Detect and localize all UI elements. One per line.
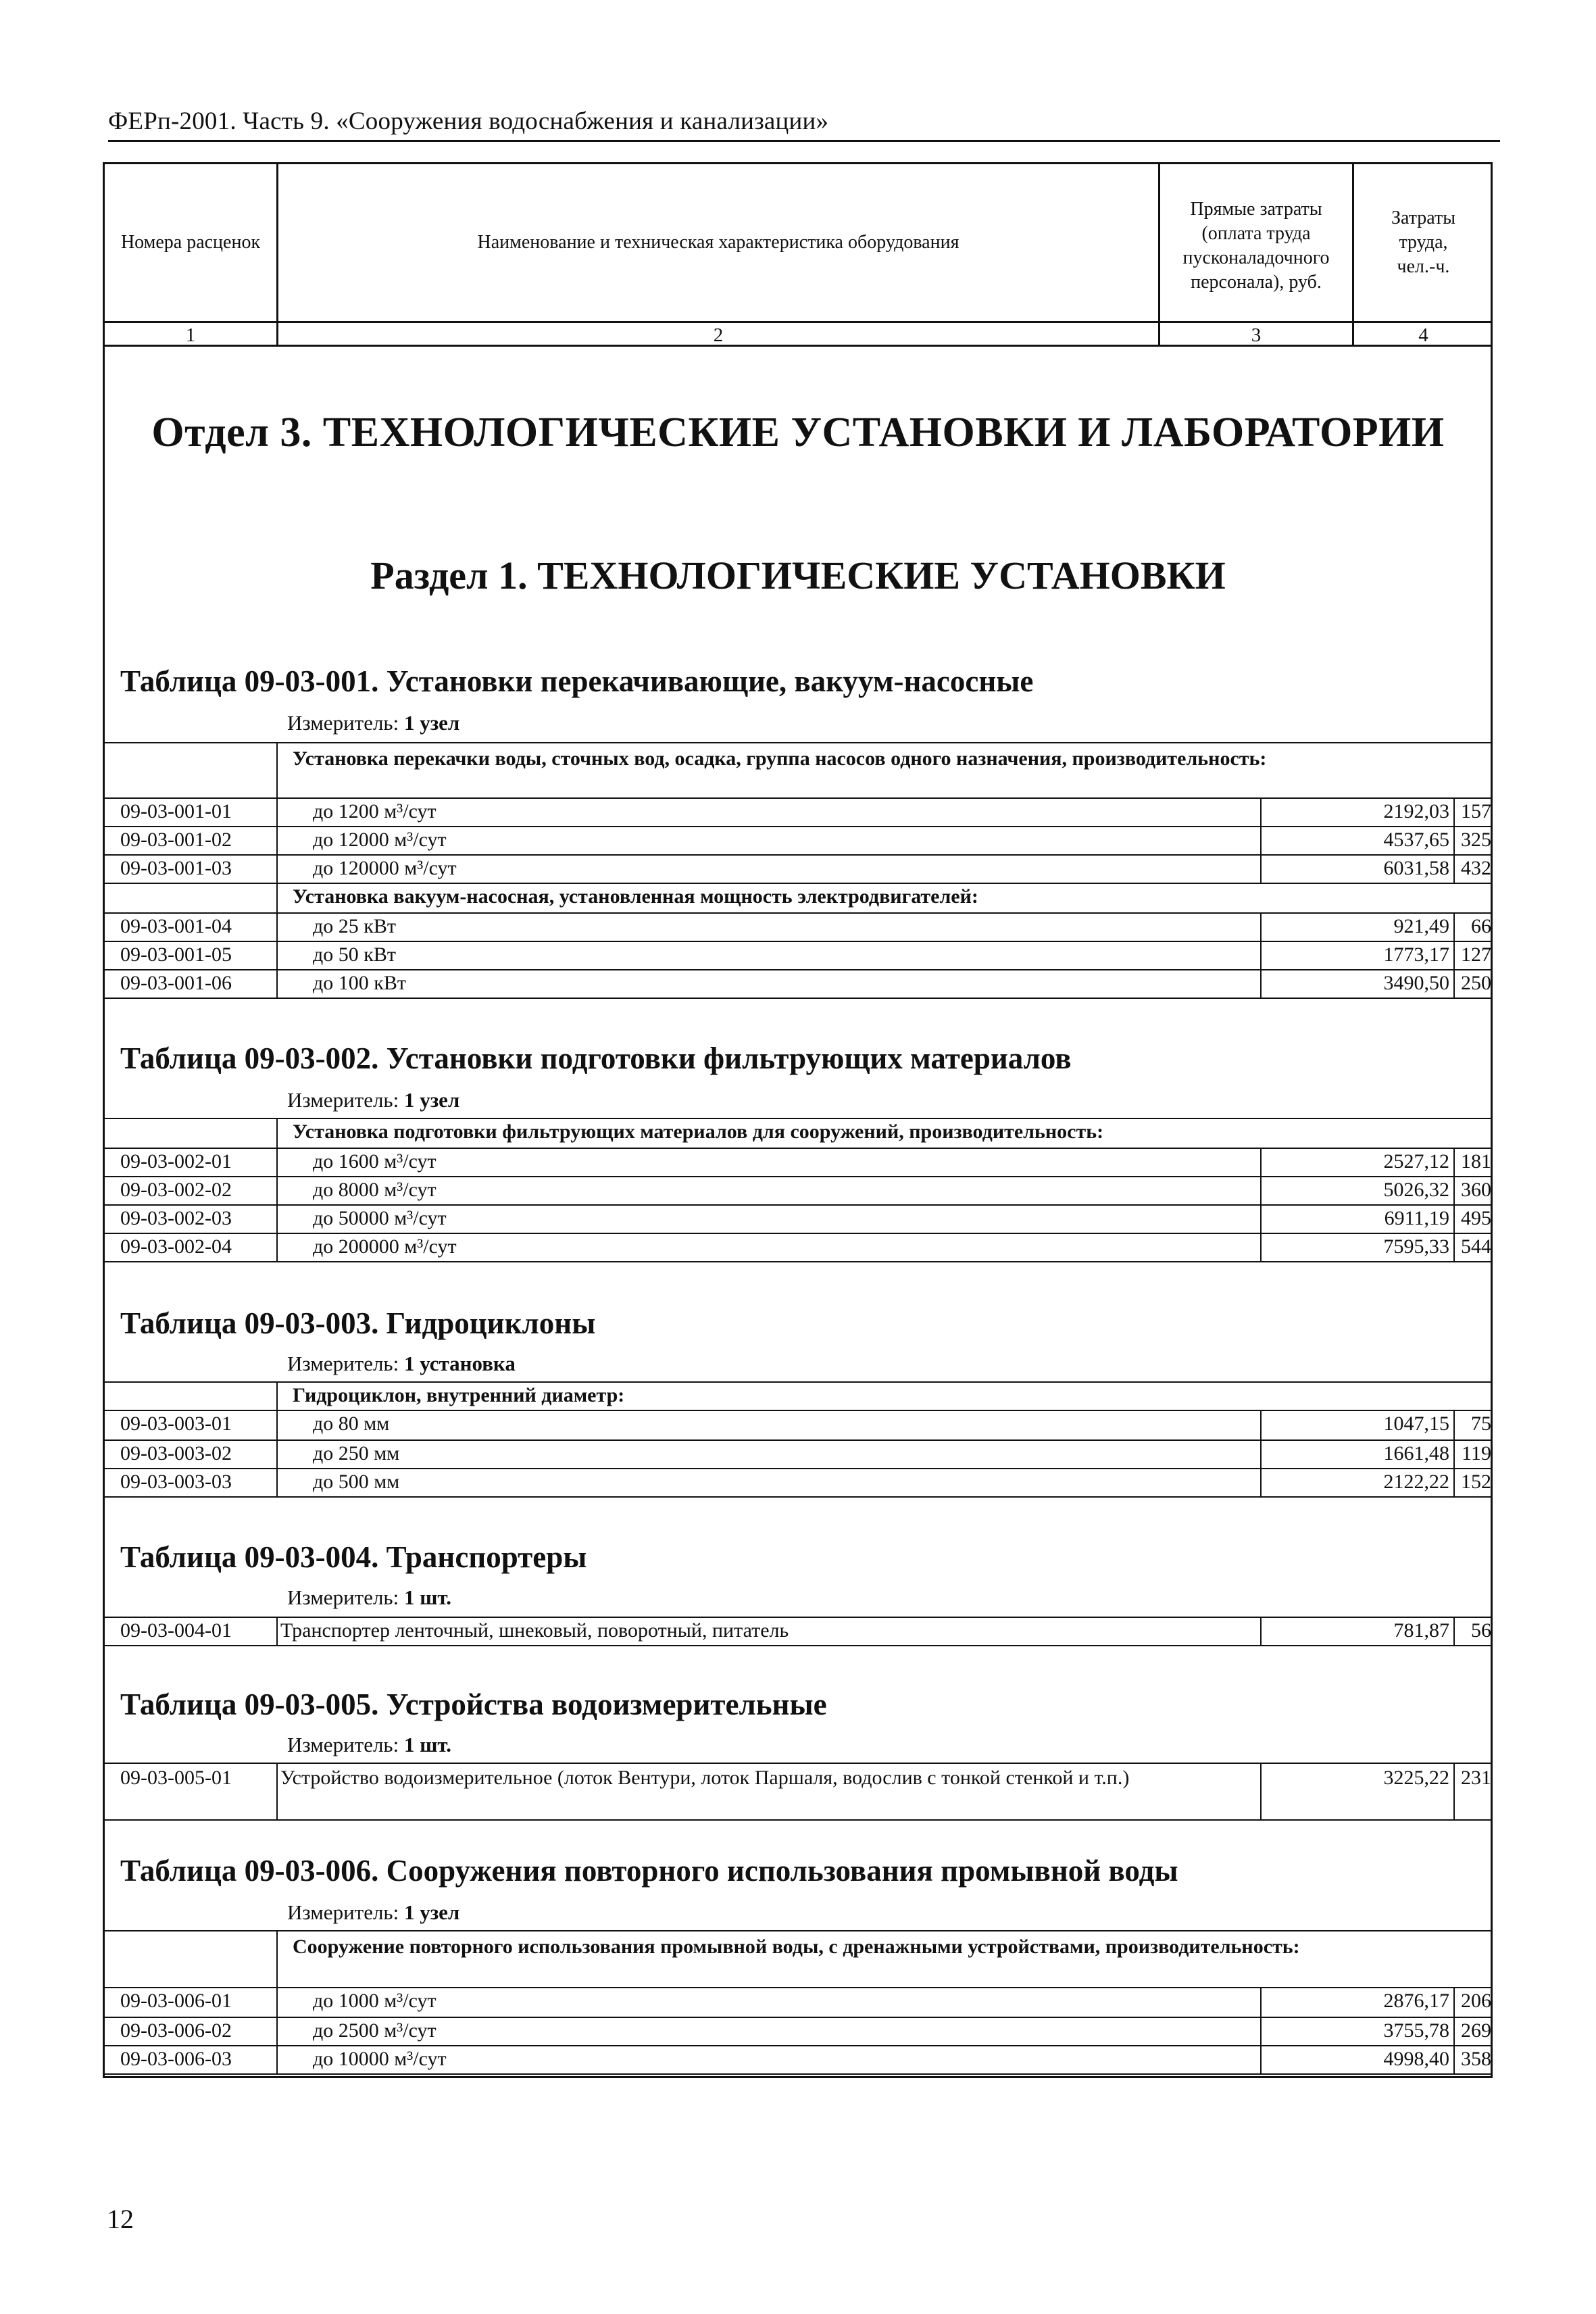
column-number: 1 [185, 324, 196, 346]
table-group-heading: Установка перекачки воды, сточных вод, осадка, группа насосов одного назначения, производительность: [103, 742, 1493, 797]
table-row: 09-03-001-04 до 25 кВт 921,49 66 [103, 912, 1493, 941]
table-row: 09-03-002-01 до 1600 м³/сут 2527,12 181 [103, 1148, 1493, 1176]
table-row: 09-03-003-01 до 80 мм 1047,15 75 [103, 1410, 1493, 1439]
table-row: 09-03-001-02 до 12000 м³/сут 4537,65 325 [103, 826, 1493, 854]
table-title: Таблица 09-03-006. Сооружения повторного использования промывной воды [120, 1854, 1178, 1888]
table-row: 09-03-002-03 до 50000 м³/сут 6911,19 495 [103, 1204, 1493, 1233]
column-number: 4 [1418, 324, 1428, 346]
table-title: Таблица 09-03-002. Установки подготовки фильтрующих материалов [120, 1041, 1072, 1075]
department-title: Отдел 3. ТЕХНОЛОГИЧЕСКИЕ УСТАНОВКИ И ЛАБОРАТОРИИ [151, 410, 1445, 456]
table-row: 09-03-001-06 до 100 кВт 3490,50 250 [103, 969, 1493, 999]
table-row: 09-03-001-01 до 1200 м³/сут 2192,03 157 [103, 797, 1493, 826]
table-group-heading: Установка подготовки фильтрующих материалов для сооружений, производительность: [103, 1118, 1493, 1148]
table-group-heading: Установка вакуум-насосная, установленная мощность электродвигателей: [103, 883, 1493, 912]
column-number: 2 [713, 324, 724, 346]
table-meter: Измеритель: 1 установка [287, 1352, 516, 1375]
section-title: Раздел 1. ТЕХНОЛОГИЧЕСКИЕ УСТАНОВКИ [370, 553, 1226, 597]
table-row: 09-03-001-05 до 50 кВт 1773,17 127 [103, 941, 1493, 969]
column-header-cost: Прямые затраты (оплата труда пусконаладочного персонала), руб. [1182, 199, 1330, 293]
table-row: 09-03-006-01 до 1000 м³/сут 2876,17 206 [103, 1987, 1493, 2017]
column-header-labor: Затраты труда, чел.-ч. [1391, 207, 1456, 277]
column-number: 3 [1251, 324, 1262, 346]
table-group-heading: Гидроциклон, внутренний диаметр: [103, 1381, 1493, 1410]
column-header-block [103, 162, 1493, 347]
table-row: 09-03-001-03 до 120000 м³/сут 6031,58 432 [103, 854, 1493, 883]
running-head: ФЕРп-2001. Часть 9. «Сооружения водоснабжения и канализации» [108, 107, 829, 135]
table-title: Таблица 09-03-003. Гидроциклоны [120, 1306, 596, 1340]
frame-line [103, 2076, 1493, 2078]
table-row: 09-03-003-02 до 250 мм 1661,48 119 [103, 1439, 1493, 1468]
table-row: 09-03-006-03 до 10000 м³/сут 4998,40 358 [103, 2045, 1493, 2075]
table-title: Таблица 09-03-004. Транспортеры [120, 1540, 587, 1574]
header-rule [108, 140, 1500, 142]
table-row: 09-03-002-04 до 200000 м³/сут 7595,33 544 [103, 1233, 1493, 1262]
table-meter: Измеритель: 1 узел [287, 711, 460, 735]
table-row: 09-03-004-01 Транспортер ленточный, шнековый, поворотный, питатель 781,87 56 [103, 1617, 1493, 1646]
page-number: 12 [107, 2204, 134, 2234]
table-title: Таблица 09-03-001. Установки перекачивающие, вакуум-насосные [120, 664, 1034, 698]
table-meter: Измеритель: 1 шт. [287, 1585, 452, 1609]
table-row: 09-03-003-03 до 500 мм 2122,22 152 [103, 1468, 1493, 1498]
table-title: Таблица 09-03-005. Устройства водоизмерительные [120, 1688, 827, 1721]
column-header-name: Наименование и техническая характеристика оборудования [477, 232, 959, 253]
table-meter: Измеритель: 1 шт. [287, 1733, 452, 1756]
table-group-heading: Сооружение повторного использования промывной воды, с дренажными устройствами, производительность: [103, 1930, 1493, 1987]
table-row: 09-03-005-01 Устройство водоизмерительное (лоток Вентури, лоток Паршаля, водослив с тонкой стенкой и т.п.) 3225,22 231 [103, 1763, 1493, 1821]
table-row: 09-03-002-02 до 8000 м³/сут 5026,32 360 [103, 1176, 1493, 1204]
header-number-rule [105, 321, 1491, 323]
table-row: 09-03-006-02 до 2500 м³/сут 3755,78 269 [103, 2017, 1493, 2045]
table-meter: Измеритель: 1 узел [287, 1900, 460, 1924]
table-meter: Измеритель: 1 узел [287, 1088, 460, 1112]
column-header-codes: Номера расценок [120, 232, 261, 253]
